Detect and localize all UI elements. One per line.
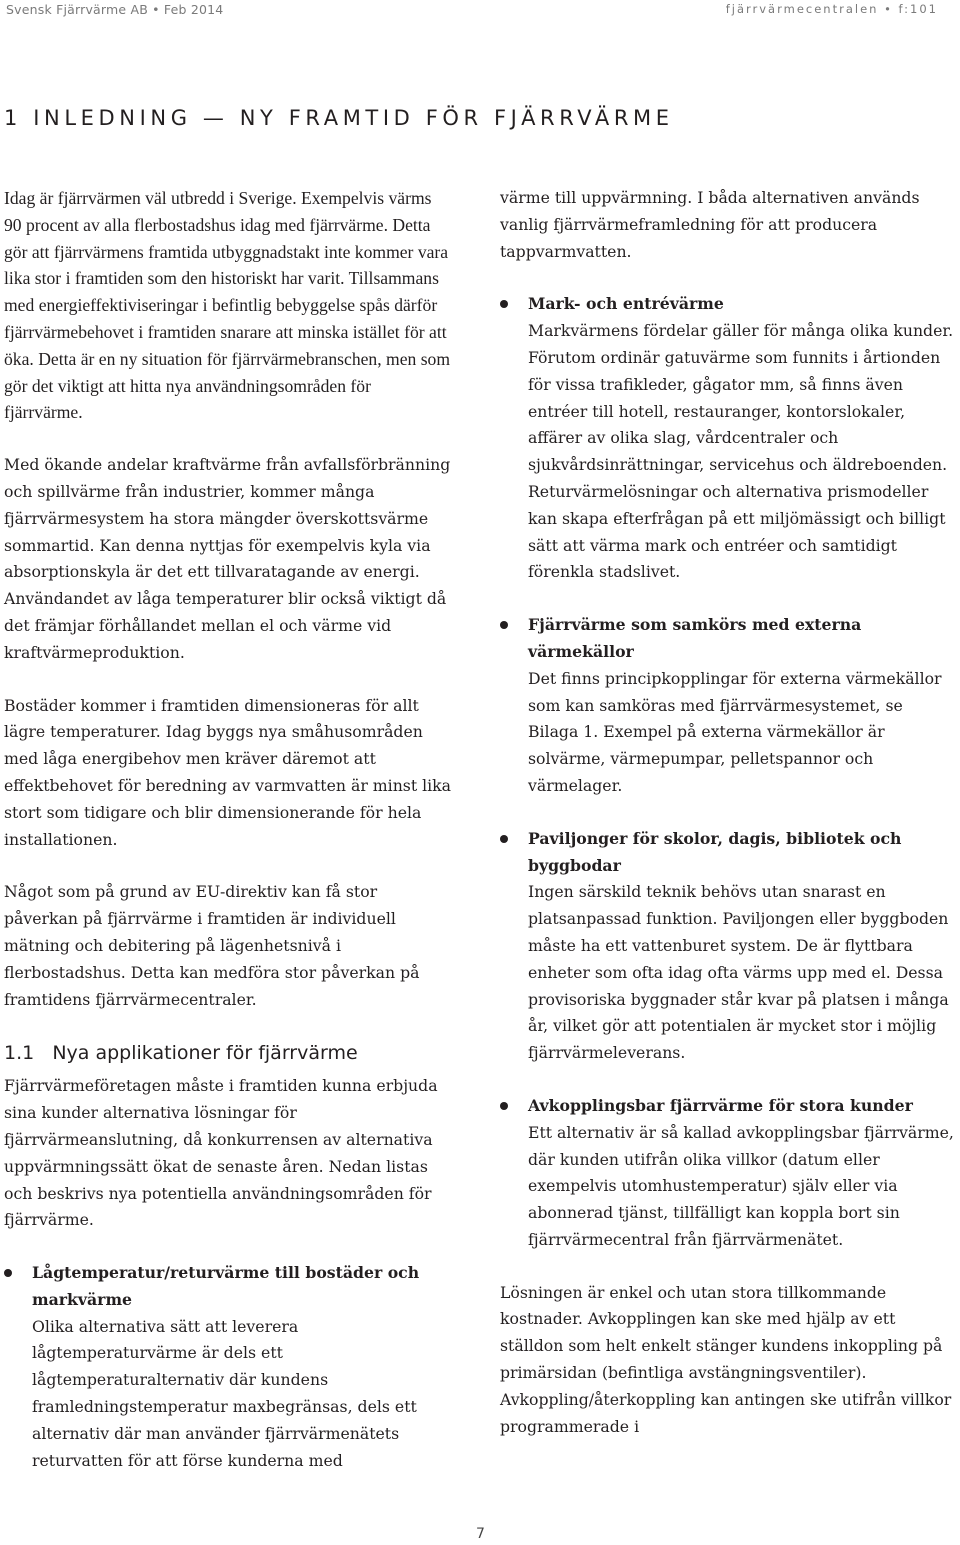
paragraph: Bostäder kommer i framtiden dimensioneras för allt lägre temperaturer. Idag byggs nya småhusområden med låga energibehov men kräver däremot att effektbehovet för beredning av varmvatten är minst lika stort som tidigare och blir dimensionerande för hela installationen. bbox=[4, 695, 452, 849]
page-number: 7 bbox=[476, 1526, 485, 1542]
list-item-title: Lågtemperatur/returvärme till bostäder och markvärme bbox=[32, 1263, 420, 1309]
list-item bbox=[500, 291, 956, 586]
paragraph: Fjärrvärmeföretagen måste i framtiden kunna erbjuda sina kunder alternativa lösningar för fjärrvärmeanslutning, då konkurrensen av alternativa uppvärmningssätt ökat de senaste åren. Nedan listas och beskrivs nya potentiella användningsområden för fjärrvärme. bbox=[4, 1076, 438, 1230]
list-item bbox=[500, 826, 956, 1067]
list-item-text: Markvärmens fördelar gäller för många olika kunder. Förutom ordinär gatuvärme som funnits i årtionden för vissa trafikleder, gågator mm, så finns även entréer till hotell, restauranger, kontorslokaler, affärer av olika slag, vårdcentraler och sjukvårdsinrättningar, servicehus och äldreboenden. Returvärmelösningar och alternativa prismodeller kan skapa efterfrågan på ett miljömässigt och billigt sätt att värma mark och entréer och samtidigt förenkla stadslivet. bbox=[528, 321, 954, 582]
section-title: Nya applikationer för fjärrvärme bbox=[52, 1042, 358, 1065]
bullet-icon bbox=[500, 621, 508, 629]
paragraph: Lösningen är enkel och utan stora tillkommande kostnader. Avkopplingen kan ske med hjälp av ett ställdon som helt enkelt stänger kundens inkoppling på primärsidan (befintliga avstängningsventiler). Avkoppling/återkoppling kan antingen ske utifrån villkor programmerade i bbox=[500, 1282, 952, 1436]
chapter-title: 1 INLEDNING — NY FRAMTID FÖR FJÄRRVÄRME bbox=[4, 106, 674, 130]
list-item bbox=[4, 1260, 452, 1474]
list-item-title: Mark- och entrévärme bbox=[528, 294, 724, 314]
list-item-text: Olika alternativa sätt att leverera lågtemperaturvärme är dels ett lågtemperaturalternativ där kundens framledningstemperatur maxbegränsas, dels ett alternativ där man använder fjärrvärmenätets returvatten för att förse kunderna med bbox=[32, 1316, 417, 1470]
paragraph: Idag är fjärrvärmen väl utbredd i Sverige. Exempelvis värms 90 procent av alla flerbostadshus idag med fjärrvärme. Detta gör att fjärrvärmens framtida utbyggnadstakt inte kommer vara lika stor i framtiden som den historiskt har varit. Tillsammans med energieffektiviseringar i befintlig bebyggelse spås därför fjärrvärmebehovet i framtiden snarare att minska istället för att öka. Detta är en ny situation för fjärrvärmebranschen, men som gör det viktigt att hitta nya användningsområden för fjärrvärme. bbox=[4, 188, 451, 423]
list-item-title: Avkopplingsbar fjärrvärme för stora kunder bbox=[528, 1095, 913, 1115]
list-item-text: Det finns principkopplingar för externa värmekällor som kan samköras med fjärrvärmesystemet, se Bilaga 1. Exempel på externa värmekällor är solvärme, värmepumpar, pelletspannor och värmelager. bbox=[528, 668, 942, 795]
paragraph: Med ökande andelar kraftvärme från avfallsförbränning och spillvärme från industrier, kommer många fjärrvärmesystem ha stora mängder överskottsvärme sommartid. Kan denna nyttjas för exempelvis kyla via absorptionskyla är det ett tillvaratagande av energi. Användandet av låga temperaturer blir också viktigt då det främjar förhållandet mellan el och värme vid kraftvärmeproduktion. bbox=[4, 455, 451, 662]
paragraph: Något som på grund av EU-direktiv kan få stor påverkan på fjärrvärme i framtiden är individuell mätning och debitering på lägenhetsnivå i flerbostadshus. Detta kan medföra stor påverkan på framtidens fjärrvärmecentraler. bbox=[4, 882, 420, 1009]
paragraph: värme till uppvärmning. I båda alternativen används vanlig fjärrvärmeframledning för att producera tappvarmvatten. bbox=[500, 188, 920, 261]
list-item-text: Ingen särskild teknik behövs utan snarast en platsanpassad funktion. Paviljongen eller byggboden måste ha ett vattenburet system. De är flyttbara enheter som ofta idag ofta värms upp med el. Dessa provisoriska byggnader står kvar på platsen i många år, vilket gör att potentialen är mycket stor i möjlig fjärrvärmeleverans. bbox=[528, 882, 949, 1063]
running-header-left: Svensk Fjärrvärme AB • Feb 2014 bbox=[6, 2, 224, 17]
list-item-text: Ett alternativ är så kallad avkopplingsbar fjärrvärme, där kunden utifrån olika villkor (datum eller exempelvis utomhustemperatur) själv eller via abonnerad tjänst, tillfälligt kan koppla bort sin fjärrvärmecentral från fjärrvärmenätet. bbox=[528, 1122, 954, 1249]
bullet-icon bbox=[500, 1102, 508, 1110]
right-column bbox=[500, 185, 956, 1466]
list-item bbox=[500, 612, 956, 800]
list-item-title: Paviljonger för skolor, dagis, bibliotek och byggbodar bbox=[528, 828, 902, 875]
list-item bbox=[500, 1093, 956, 1254]
section-number: 1.1 bbox=[4, 1042, 35, 1065]
running-header-right: fjärrvärmecentralen • f:101 bbox=[725, 2, 938, 16]
left-column bbox=[4, 185, 452, 1500]
list-item-title: Fjärrvärme som samkörs med externa värmekällor bbox=[528, 615, 862, 661]
bullet-icon bbox=[4, 1269, 12, 1277]
bullet-icon bbox=[500, 300, 508, 308]
section-heading bbox=[4, 1039, 452, 1067]
bullet-icon bbox=[500, 835, 508, 843]
